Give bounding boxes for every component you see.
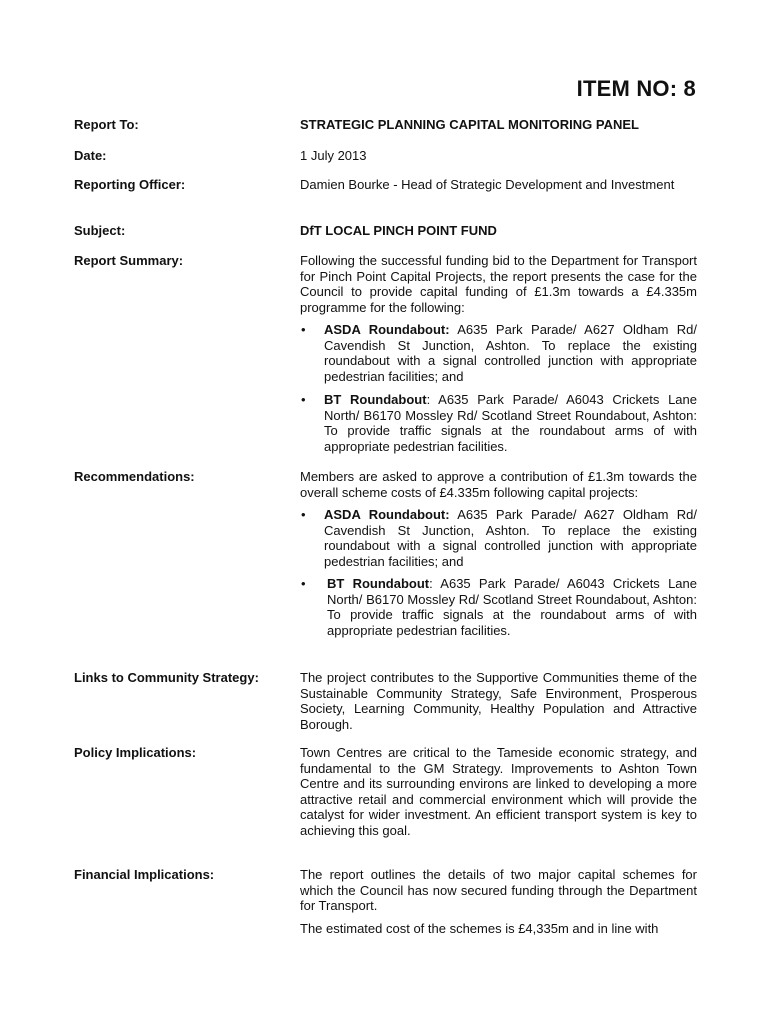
reporting-officer-label: Reporting Officer: (74, 177, 186, 192)
date-label: Date: (74, 148, 107, 163)
report-summary-content (300, 253, 697, 454)
scheme-description: : A635 Park Parade/ A6043 Crickets Lane North/ B6170 Mossley Rd/ Scotland Street Roundabout, Ashton: To provide traffic signals at the roundabout arms of with appropriate pedestrian facilities. (327, 576, 697, 638)
scheme-name: BT Roundabout (327, 576, 430, 591)
recommendations-label: Recommendations: (74, 469, 195, 484)
report-summary-intro: Following the successful funding bid to the Department for Transport for Pinch Point Capital Projects, the report presents the case for the Council to provide capital funding of £1.3m towards a £4.335m programme for the following: (300, 253, 697, 315)
scheme-description: : A635 Park Parade/ A6043 Crickets Lane North/ B6170 Mossley Rd/ Scotland Street Roundabout, Ashton: To provide traffic signals at the roundabout arms of with appropriate pedestrian facilities. (324, 392, 697, 454)
recommendations-content (300, 469, 697, 638)
subject-value: DfT LOCAL PINCH POINT FUND (300, 223, 497, 238)
bullet-icon: • (301, 392, 306, 407)
recommendations-intro: Members are asked to approve a contribution of £1.3m towards the overall scheme costs of £4.335m following capital projects: (300, 469, 697, 500)
list-item (300, 507, 697, 569)
financial-paragraph: The report outlines the details of two major capital schemes for which the Council has now secured funding through the Department for Transport. (300, 867, 697, 913)
report-summary-list (300, 322, 697, 454)
community-strategy-value: The project contributes to the Supportive Communities theme of the Sustainable Community Strategy, Safe Environment, Prosperous Society, Learning Community, Healthy Population and Attractive Borough. (300, 670, 697, 732)
bullet-icon: • (301, 576, 306, 591)
scheme-description: A635 Park Parade/ A627 Oldham Rd/ Cavendish St Junction, Ashton. To replace the existing roundabout with a signal controlled junction with appropriate pedestrian facilities; and (324, 322, 698, 384)
bullet-icon: • (301, 507, 306, 522)
item-number: ITEM NO: 8 (576, 76, 696, 101)
report-to-value: STRATEGIC PLANNING CAPITAL MONITORING PANEL (300, 117, 639, 132)
subject-label: Subject: (74, 223, 126, 238)
scheme-name: ASDA Roundabout: (324, 322, 450, 337)
policy-value: Town Centres are critical to the Tameside economic strategy, and fundamental to the GM Strategy. Improvements to Ashton Town Centre and its surrounding environs are linked to developing a more attractive retail and commercial environment which will provide the catalyst for wider investment. An efficient transport system is key to achieving this goal. (300, 745, 697, 838)
financial-content (300, 867, 697, 936)
bullet-icon: • (301, 322, 306, 337)
financial-paragraph: The estimated cost of the schemes is £4,335m and in line with (300, 920, 659, 936)
recommendations-list (300, 507, 697, 638)
scheme-name: BT Roundabout (324, 392, 427, 407)
scheme-description: A635 Park Parade/ A627 Oldham Rd/ Cavendish St Junction, Ashton. To replace the existing roundabout with a signal controlled junction with appropriate pedestrian facilities; and (324, 507, 698, 569)
policy-label: Policy Implications: (74, 745, 197, 760)
community-strategy-label: Links to Community Strategy: (74, 670, 259, 685)
date-value: 1 July 2013 (300, 148, 367, 163)
list-item (300, 322, 697, 384)
list-item (300, 576, 697, 638)
financial-label: Financial Implications: (74, 867, 215, 882)
scheme-name: ASDA Roundabout: (324, 507, 450, 522)
report-to-label: Report To: (74, 117, 139, 132)
list-item (300, 392, 697, 454)
report-summary-label: Report Summary: (74, 253, 184, 268)
reporting-officer-value: Damien Bourke - Head of Strategic Development and Investment (300, 177, 675, 192)
